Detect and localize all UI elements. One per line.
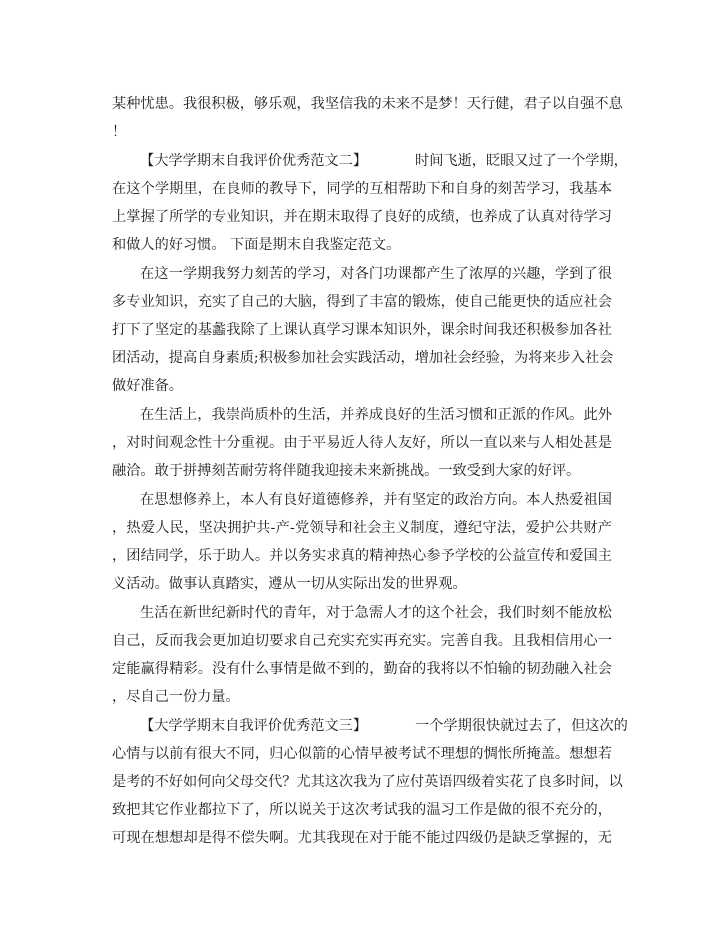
text-line: 义活动。做事认真踏实，遵从一切从实际出发的世界观。 [112,576,467,592]
paragraph-first-line: 在这一学期我努力刻苦的学习，对各门功课都产生了浓厚的兴趣，学到了很 [140,266,612,282]
text-run: 一个学期很快就过去了，但这次的 [415,718,628,734]
text-line: 心情与以前有很大不同，归心似箭的心情早被考试不理想的惆怅所掩盖。想想若 [112,746,612,762]
text-line: 致把其它作业都拉下了，所以说关于这次考试我的温习工作是做的很不充分的， [112,802,612,818]
text-line: 和做人的好习惯。 下面是期末自我鉴定范文。 [112,237,401,253]
text-line: ，尽自己一份力量。 [112,689,240,705]
text-line: 上掌握了所学的专业知识，并在期末取得了良好的成绩，也养成了认真对待学习 [112,209,612,225]
text-line: 可现在想想却是得不偿失啊。尤其我现在对于能不能过四级仍是缺乏掌握的，无 [112,830,612,846]
text-line: 在这个学期里，在良师的教导下，同学的互相帮助下和自身的刻苦学习，我基本 [112,181,612,197]
text-line: 打下了坚定的基蠡我除了上课认真学习课本知识外，课余时间我还积极参加各社 [112,322,612,338]
paragraph-first-line: 在思想修养上，本人有良好道德修养，并有坚定的政治方向。本人热爱祖国 [140,492,612,508]
text-line: 多专业知识，充实了自己的大脑，得到了丰富的锻炼，使自己能更快的适应社会 [112,294,612,310]
section-heading: 【大学学期末自我评价优秀范文三】 [140,718,368,734]
text-line: ！ [112,124,127,140]
text-line: 自己，反而我会更加迫切要求自己充实充实再充实。完善自我。且我相信用心一 [112,633,612,649]
section-heading: 【大学学期末自我评价优秀范文二】 [140,153,368,169]
text-line: 定能赢得精彩。没有什么事情是做不到的，勤奋的我将以不怕输的韧劲融入社会 [112,661,612,677]
text-line: 团活动，提高自身素质;积极参加社会实践活动，增加社会经验，为将来步入社会 [112,350,614,366]
section-heading-line [140,151,628,171]
paragraph-first-line: 生活在新世纪新时代的青年，对于急需人才的这个社会，我们时刻不能放松 [140,605,612,621]
text-line: 融洽。敢于拼搏刻苦耐劳将伴随我迎接未来新挑战。一致受到大家的好评。 [112,463,581,479]
text-line: 做好准备。 [112,378,183,394]
text-line: ，热爱人民，坚决拥护共-产-党领导和社会主义制度，遵纪守法，爱护公共财产 [112,520,612,536]
section-heading-line [140,716,628,736]
text-line: ，团结同学，乐于助人。并以务实求真的精神热心参予学校的公益宣传和爱国主 [112,548,612,564]
text-line: 某种忧患。我很积极，够乐观，我坚信我的未来不是梦！天行健，君子以自强不息 [112,96,623,112]
paragraph-first-line: 在生活上，我崇尚质朴的生活，并养成良好的生活习惯和正派的作风。此外 [140,407,612,423]
text-line: ，对时间观念性十分重视。由于平易近人待人友好，所以一直以来与人相处甚是 [112,435,612,451]
text-run: 时间飞逝，眨眼又过了一个学期， [415,153,628,169]
text-line: 是考的不好如何向父母交代？尤其这次我为了应付英语四级着实花了良多时间，以 [112,774,623,790]
